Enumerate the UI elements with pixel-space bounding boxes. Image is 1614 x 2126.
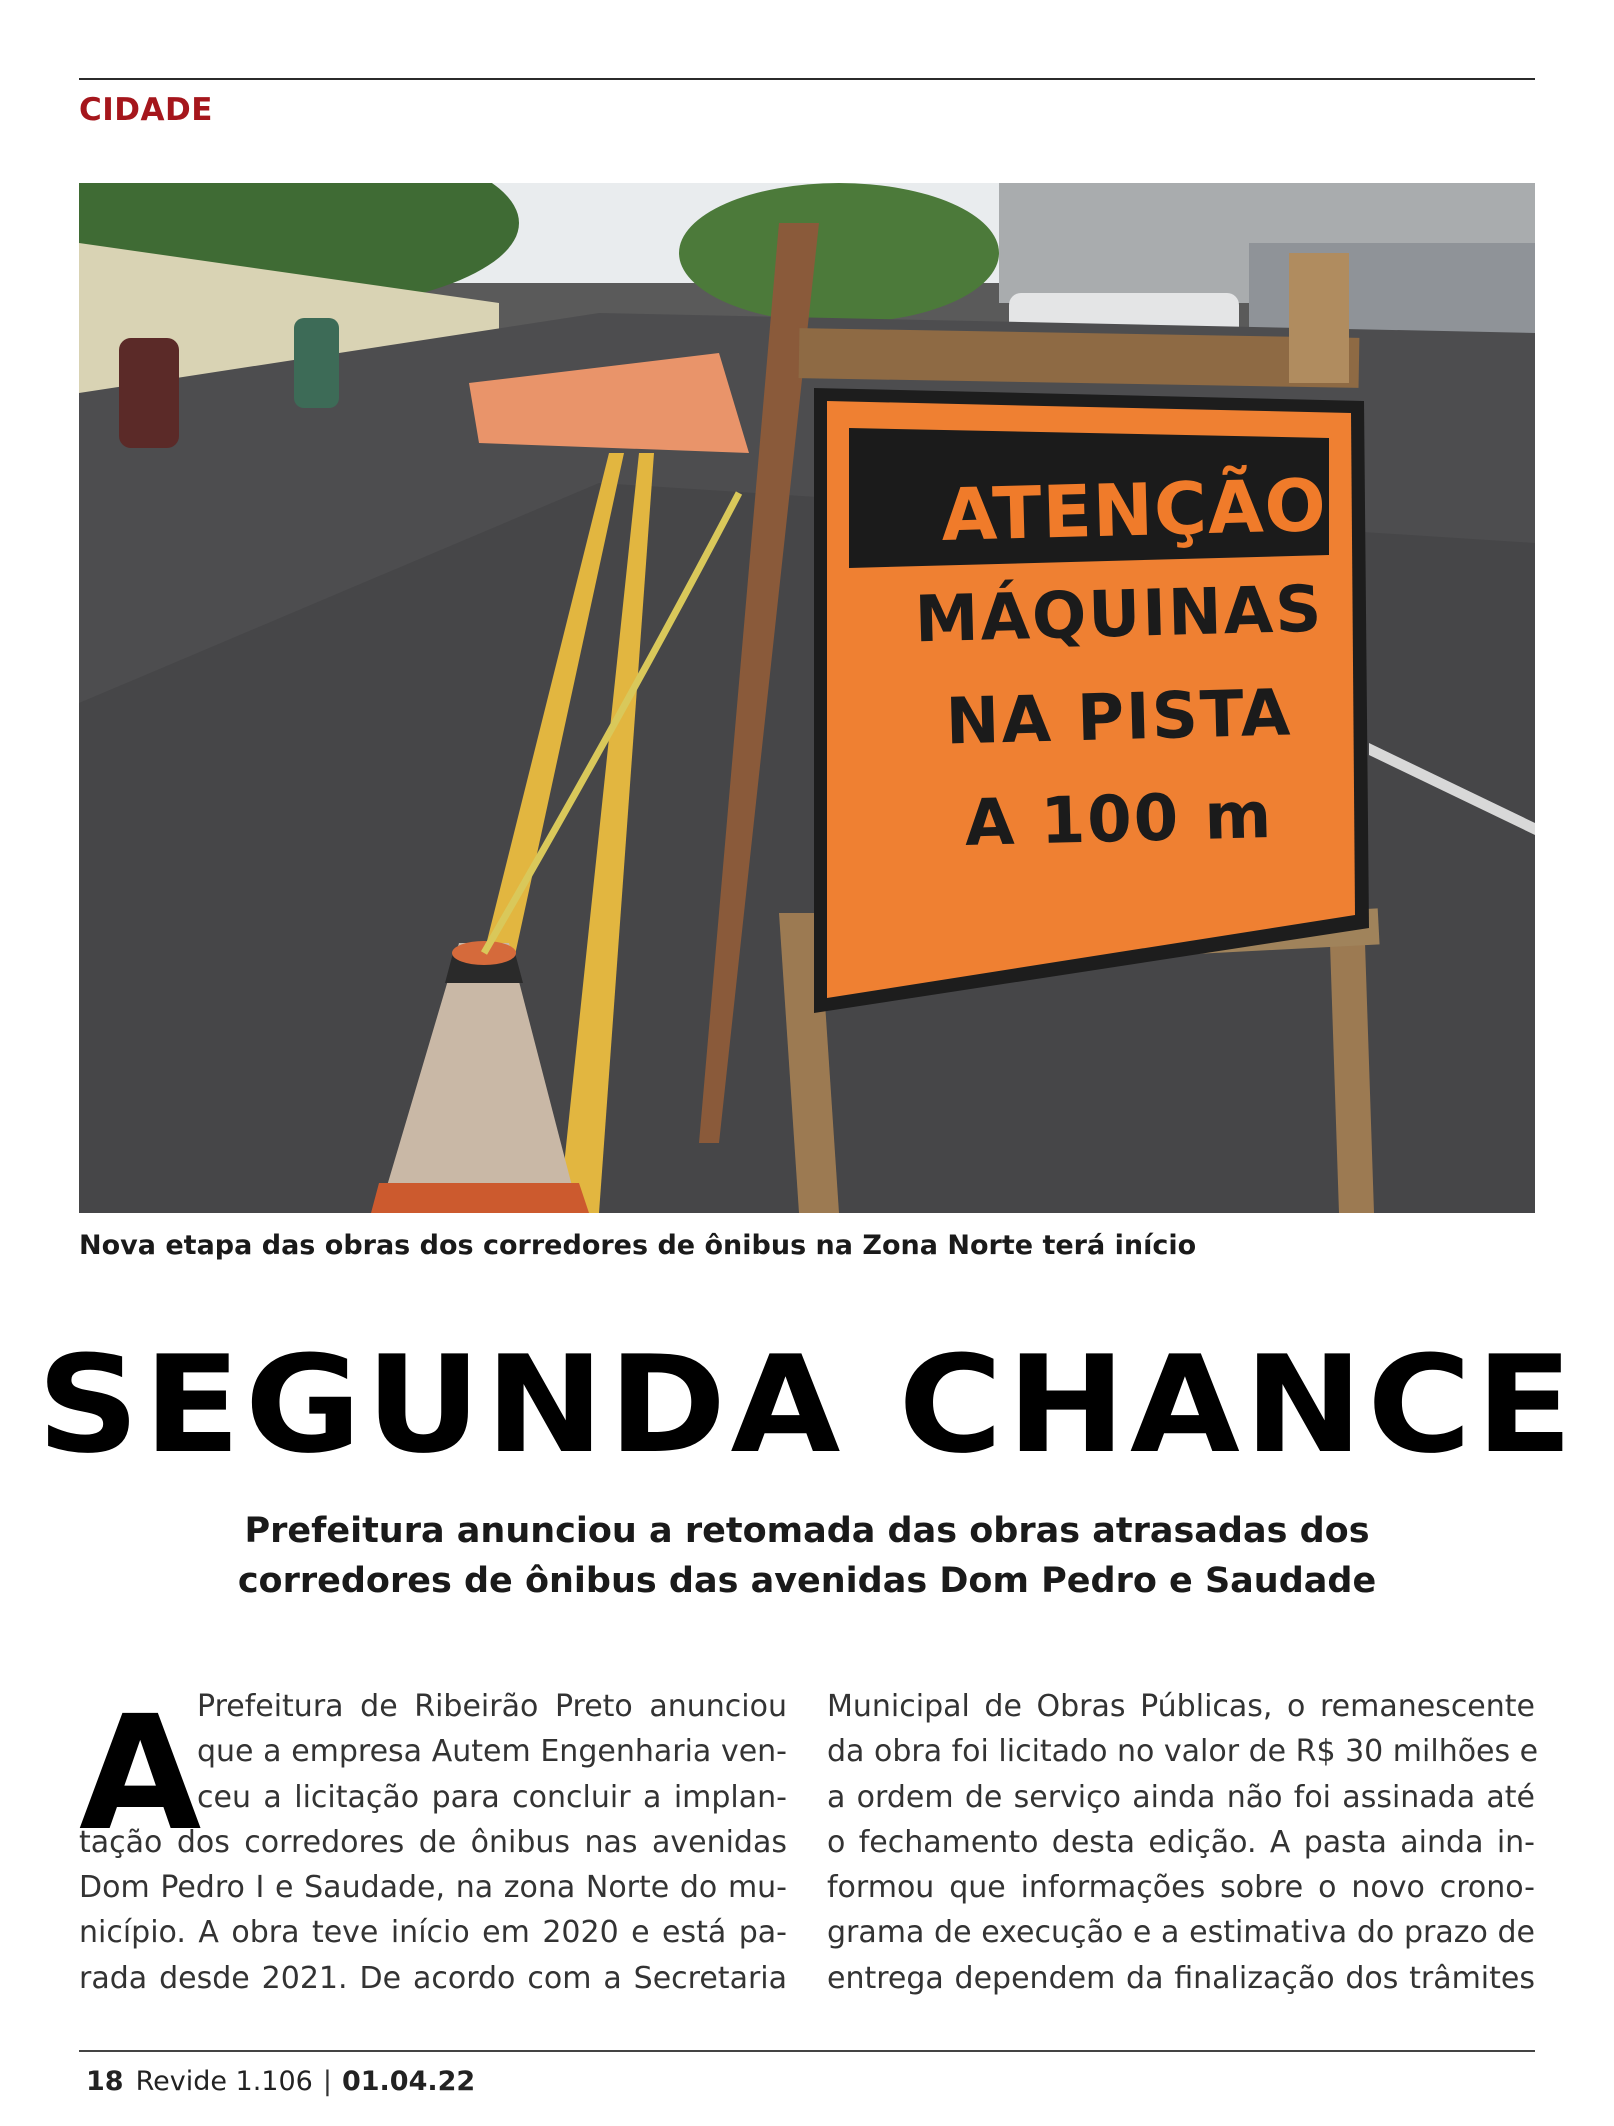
headline: SEGUNDA CHANCE	[37, 1327, 1577, 1483]
sign-line-1: MÁQUINAS	[913, 572, 1325, 658]
body-line: formou que informações sobre o novo crono-	[827, 1870, 1535, 1906]
sign-line-3: A 100 m	[963, 778, 1275, 862]
page-footer	[86, 2066, 475, 2097]
body-line: tação dos corredores de ônibus nas avenidas	[79, 1824, 787, 1860]
body-column-right	[827, 1684, 1539, 2001]
body-line: Municipal de Obras Públicas, o remanescente	[827, 1689, 1535, 1724]
body-line: o fechamento desta edição. A pasta ainda in-	[827, 1824, 1535, 1860]
page-number: 18	[86, 2066, 124, 2097]
photo-caption: Nova etapa das obras dos corredores de ônibus na Zona Norte terá início	[79, 1230, 1197, 1261]
section-label: CIDADE	[79, 92, 213, 128]
body-line: ceu a licitação para concluir a implan-	[197, 1779, 787, 1815]
deck-line: corredores de ônibus das avenidas Dom Pedro e Saudade	[237, 1561, 1377, 1601]
body-column-left	[79, 1684, 787, 2001]
body-line: que a empresa Autem Engenharia ven-	[197, 1734, 787, 1770]
body-line: Prefeitura de Ribeirão Preto anunciou	[197, 1689, 787, 1724]
footer-separator: |	[322, 2066, 332, 2097]
body-line: rada desde 2021. De acordo com a Secretaria	[79, 1960, 787, 1996]
issue-date: 01.04.22	[341, 2066, 476, 2097]
deck-line: Prefeitura anunciou a retomada das obras atrasadas dos	[244, 1511, 1370, 1551]
publication-name: Revide 1.106	[135, 2066, 313, 2097]
sign-line-2: NA PISTA	[944, 676, 1294, 760]
deck	[0, 1506, 1614, 1606]
sign-title: ATENÇÃO	[940, 462, 1328, 558]
body-line: entrega dependem da finalização dos trâmites	[827, 1960, 1535, 1996]
body-line: grama de execução e a estimativa do prazo de	[827, 1915, 1535, 1951]
lead-photo	[79, 183, 1535, 1213]
body-line: Dom Pedro I e Saudade, na zona Norte do mu-	[79, 1870, 787, 1906]
body-line: nicípio. A obra teve início em 2020 e está pa-	[79, 1915, 787, 1951]
top-rule	[79, 78, 1535, 80]
bottom-rule	[79, 2050, 1535, 2052]
drop-cap: A	[79, 1682, 202, 1866]
body-line: da obra foi licitado no valor de R$ 30 milhões e	[827, 1734, 1539, 1770]
body-line: a ordem de serviço ainda não foi assinada até	[827, 1779, 1535, 1815]
